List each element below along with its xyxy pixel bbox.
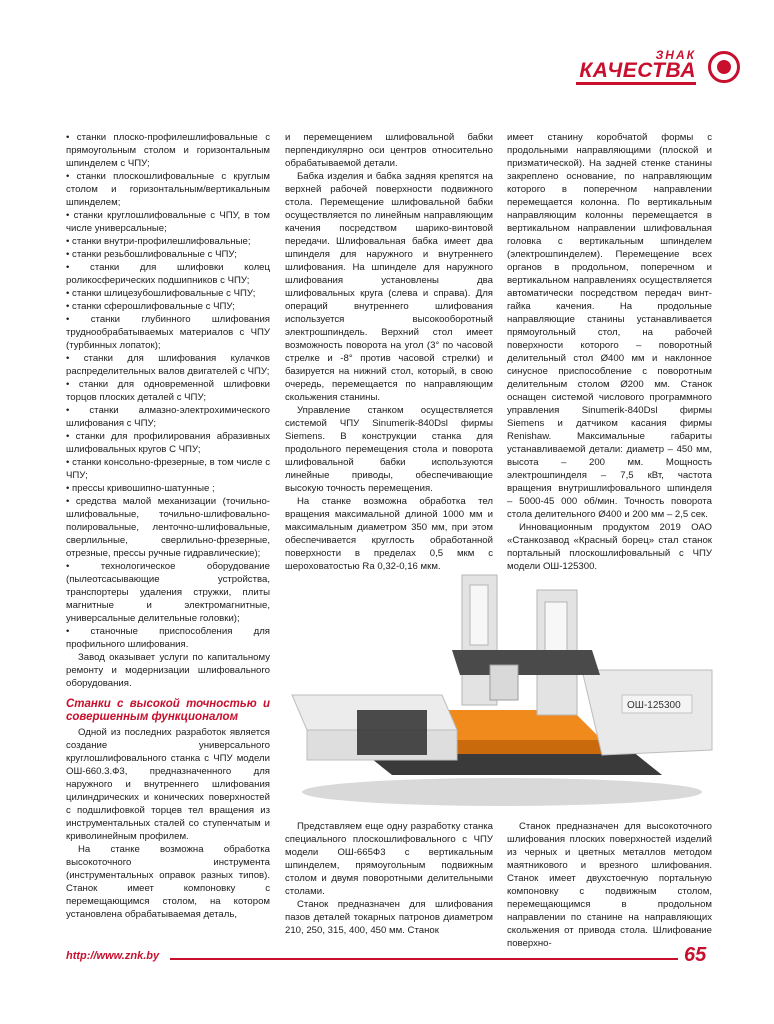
section-heading: Станки с высокой точностью и совершенным функционалом (66, 698, 270, 723)
machine-model-label: ОШ-125300 (627, 700, 681, 711)
list-item: • станки для шлифования кулачков распределительных валов двигателей с ЧПУ; (66, 352, 270, 378)
column-right (507, 131, 712, 573)
page-number: 65 (684, 944, 707, 966)
column-middle-bottom (285, 820, 493, 937)
paragraph: На станке возможна обработка тел вращения максимальной длиной 1000 мм и максимальным диаметром 350 мм, при этом обеспечивается круглость обработанной поверхности в пределах 0,5 мкм с шероховатостью Ra 0,32-0,16 мкм. (285, 496, 493, 572)
list-item: • станки алмазно-электрохимического шлифования с ЧПУ; (66, 404, 270, 430)
paragraph: Представляем еще одну разработку станка специального плоскошлифовального с ЧПУ модели ОШ-665Ф3 с вертикальным шпинделем, прямоугольным подвижным столом и двумя поворотными делительными столами. (285, 821, 493, 897)
logo-title: КАЧЕСТВА (579, 59, 696, 82)
list-item: • средства малой механизации (точильно-шлифовальные, точильно-шлифовально-полировальные, ленточно-шлифовальные, сверлильные, сверлильно-фрезерные, отрезные, прессы ручные гидравлические); (66, 495, 270, 560)
list-item: • станки сферошлифовальные с ЧПУ; (66, 300, 270, 313)
paragraph: и перемещением шлифовальной бабки перпендикулярно оси центров относительно обрабатываемой детали. (285, 132, 493, 169)
list-item: • станки для шлифовки колец роликосферических подшипников с ЧПУ; (66, 261, 270, 287)
product-list (66, 131, 270, 651)
emblem-icon (708, 51, 740, 83)
paragraph: Инновационным продуктом 2019 ОАО «Станкозавод «Красный борец» стал станок портальный плоскошлифовальный с ЧПУ модели ОШ-125300. (507, 522, 712, 572)
paragraph: Станок предназначен для шлифования пазов деталей токарных патронов диаметром 210, 250, 315, 400, 450 мм. Станок (285, 899, 493, 936)
list-item: • станки плоско-профилешлифовальные с прямоугольным столом и горизонтальным шпинделем с ЧПУ; (66, 131, 270, 170)
footer-url[interactable]: http://www.znk.by (66, 950, 160, 962)
footer-divider (170, 958, 678, 960)
list-item: • станки внутри-профилешлифовальные; (66, 235, 270, 248)
paragraph: имеет станину коробчатой формы с продольными направляющими (плоской и призматической). На задней стенке станины закреплено основание, по направляющим которого в поперечном направлении перемещается колонна. По вертикальным направляющим колонны перемещается в вертикальном направлении шлифовальная головка с вертикальным шпинделем (электрошпинделем). Перемещение всех органов в продольном, поперечном и вертикальном направлениях осуществляется автоматически посредством передач винт-гайка качения. На продольные направляющие станины устанавливается прямоугольный стол, на рабочей поверхности которого – поворотный делительный стол Ø400 мм и наклонное синусное приспособление с поворотным делительным столом Ø200 мм. Станок оснащен системой числового программного управления Sinumerik-840Dsl фирмы Siemens и датчиком касания фирмы Renishaw. Максимальные габариты устанавливаемой детали: диаметр – 450 мм, высота – 200 мм. Мощность электрошпинделя – 7,5 кВт, частота вращения внутришлифовального шпинделя – 5000-45 000 об/мин. Точность поворота стола делительного Ø400 и 200 мм – 2,5 сек. (507, 132, 712, 520)
paragraph: На станке возможна обработка высокоточного инструмента (инструментальных оправок разных типов). Станок имеет компоновку с перемещающимся столом, на котором установлена обрабатываемая деталь, (66, 844, 270, 920)
machine-illustration (282, 560, 717, 810)
portal-beam (452, 650, 600, 675)
floor-shadow (302, 778, 702, 806)
paragraph: Бабка изделия и бабка задняя крепятся на верхней рабочей поверхности подвижного стола. Перемещение шлифовальной бабки осуществляется по линейным направляющим качения посредством шарико-винтовой передачи. Шлифовальная бабка имеет два шпинделя для наружного и внутреннего шлифования. На шпинделе для наружного шлифования установлены два шлифовальных круга (слева и справа). Для операций внутреннего шлифования используется высокооборотный электрошпиндель. Верхний стол имеет возможность поворота на угол (3° по часовой стрелке и -8° против часовой стрелки) и базируется на нижний стол, который, в свою очередь, перемещается по направляющим скольжения станины. (285, 171, 493, 403)
list-item: • станки плоскошлифовальные с круглым столом и горизонтальным/вертикальным шпинделем; (66, 170, 270, 209)
logo-small-text: ЗНАК (655, 48, 696, 62)
spindle-head-left (470, 585, 488, 645)
list-item: • станки для профилирования абразивных шлифовальных кругов С ЧПУ; (66, 430, 270, 456)
list-item: • станки шлицезубошлифовальные с ЧПУ; (66, 287, 270, 300)
list-item: • станки консольно-фрезерные, в том числе с ЧПУ; (66, 456, 270, 482)
list-item: • станки резьбошлифовальные с ЧПУ; (66, 248, 270, 261)
paragraph: Станок предназначен для высокоточного шлифования плоских поверхностей изделий из черных и цветных металлов методом маятникового и врезного шлифования. Станок имеет двухстоечную портальную компоновку с подвижным столом, перемещающимся в продольном направлении по станине на направляющих скольжения от привода стола. Шлифование поверхно- (507, 821, 712, 949)
paragraph: Одной из последних разработок является создание универсального круглошлифовального станка с ЧПУ модели ОШ-660.3.Ф3, предназначенного для наружного и внутреннего шлифования цилиндрических и конических поверхностей с подшлифовкой торцев тел вращения из инструментальных сталей со ступенчатым и криволинейным профилем. (66, 727, 270, 842)
column-middle (285, 131, 493, 573)
logo-underline (576, 82, 696, 85)
guard-window (357, 710, 427, 755)
list-item: • прессы кривошипно-шатунные ; (66, 482, 270, 495)
list-item: • станочные приспособления для профильного шлифования. (66, 625, 270, 651)
column-right-bottom (507, 820, 712, 950)
brand-logo (530, 48, 740, 84)
list-item: • станки глубинного шлифования труднообрабатываемых материалов с ЧПУ (турбинных лопаток); (66, 313, 270, 352)
column-left (66, 131, 270, 921)
paragraph-service: Завод оказывает услуги по капитальному ремонту и модернизации шлифовального оборудования. (66, 652, 270, 689)
list-item: • станки круглошлифовальные с ЧПУ, в том числе универсальные; (66, 209, 270, 235)
list-item: • станки для одновременной шлифовки торцов плоских деталей с ЧПУ; (66, 378, 270, 404)
list-item: • технологическое оборудование (пылеотсасывающие устройства, транспортеры удаления стружки, плиты магнитные и электромагнитные, универсальные делительные головки); (66, 560, 270, 625)
grinding-head (490, 665, 518, 700)
paragraph: Управление станком осуществляется системой ЧПУ Sinumerik-840Dsl фирмы Siemens. В конструкции станка для продольного перемещения стола и поворота шлифовальной бабки используются линейные приводы, обеспечивающие высокую точность перемещения. (285, 405, 493, 494)
